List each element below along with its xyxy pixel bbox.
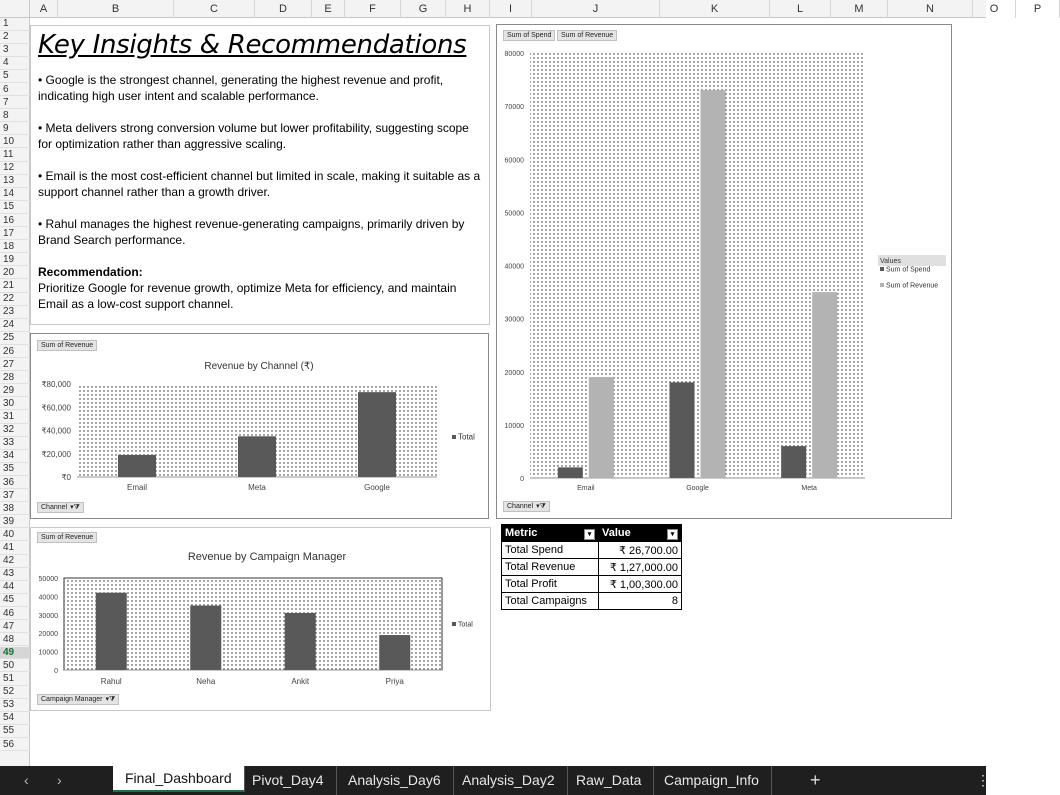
metric-header[interactable] (502, 525, 599, 542)
y-tick-label: 50000 (38, 576, 58, 583)
bar-ankit[interactable] (285, 613, 316, 670)
bar-email-sum-of-revenue[interactable] (589, 377, 614, 478)
row-header-56[interactable]: 56 (0, 739, 30, 752)
row-header-9[interactable]: 9 (0, 123, 30, 136)
row-header-45[interactable]: 45 (0, 594, 30, 607)
tab-analysis-day2[interactable]: Analysis_Day2 (450, 766, 568, 795)
y-tick-label: ₹60,000 (41, 403, 71, 413)
bar-google-sum-of-spend[interactable] (670, 382, 695, 478)
row-header-3[interactable]: 3 (0, 44, 30, 57)
row-header-55[interactable]: 55 (0, 725, 30, 738)
y-tick-label: 0 (54, 668, 58, 675)
table-row (502, 593, 682, 610)
y-tick-label: 0 (520, 476, 524, 483)
row-header-12[interactable]: 12 (0, 162, 30, 175)
row-header-22[interactable]: 22 (0, 293, 30, 306)
metric-cell[interactable]: Total Profit (502, 576, 599, 593)
select-all-corner[interactable] (0, 0, 30, 18)
campaign-manager-filter-label: Campaign Manager (41, 696, 103, 703)
filter-dropdown-icon: ▾⧩ (70, 504, 80, 511)
row-header-47[interactable]: 47 (0, 621, 30, 634)
row-header-46[interactable]: 46 (0, 608, 30, 621)
tab-campaign-info[interactable]: Campaign_Info (652, 766, 772, 795)
insights-title: Key Insights & Recommendations (38, 30, 467, 60)
y-tick-label: 50000 (504, 210, 524, 218)
row-header-48[interactable]: 48 (0, 634, 30, 647)
revenue-by-manager-chart[interactable] (30, 527, 491, 711)
tab-final-dashboard[interactable]: Final_Dashboard (113, 766, 245, 792)
row-header-11[interactable]: 11 (0, 149, 30, 162)
pivot-header-row (502, 525, 682, 542)
column-header-n[interactable]: N (888, 0, 973, 18)
spend-revenue-plot (497, 25, 951, 518)
row-header-33[interactable]: 33 (0, 437, 30, 450)
legend-swatch (452, 435, 456, 439)
bar-meta-sum-of-spend[interactable] (781, 446, 806, 478)
row-header-32[interactable]: 32 (0, 424, 30, 437)
row-header-53[interactable]: 53 (0, 699, 30, 712)
filter-dropdown-icon: ▾⧩ (536, 503, 546, 510)
legend-swatch (880, 283, 884, 287)
bar-priya[interactable] (379, 635, 410, 670)
row-header-13[interactable]: 13 (0, 175, 30, 188)
column-header-bar (0, 0, 1042, 18)
y-tick-label: 10000 (504, 422, 524, 430)
bar-neha[interactable] (190, 606, 221, 670)
row-header-37[interactable]: 37 (0, 490, 30, 503)
sum-of-spend-field-button[interactable]: Sum of Spend (503, 30, 555, 41)
y-tick-label: 70000 (504, 104, 524, 112)
row-header-42[interactable]: 42 (0, 555, 30, 568)
row-header-4[interactable]: 4 (0, 57, 30, 70)
value-cell[interactable]: 8 (599, 593, 682, 610)
row-header-8[interactable]: 8 (0, 110, 30, 123)
metric-cell[interactable]: Total Revenue (502, 559, 599, 576)
row-header-29[interactable]: 29 (0, 385, 30, 398)
column-header-l[interactable]: L (770, 0, 831, 18)
column-header-j[interactable]: J (532, 0, 660, 18)
y-tick-label: 80000 (504, 51, 524, 58)
sheet-tab-bar (0, 766, 990, 795)
chevron-left-icon[interactable]: ‹ (24, 772, 29, 788)
metric-cell[interactable]: Total Spend (502, 542, 599, 559)
x-tick-label: Rahul (100, 677, 122, 686)
value-header[interactable] (599, 525, 682, 542)
x-tick-label: Email (577, 485, 595, 492)
x-tick-label: Google (364, 483, 390, 492)
column-header-k[interactable]: K (660, 0, 770, 18)
recommendation-text: Prioritize Google for revenue growth, optimize Meta for efficiency, and maintain Email as a low-cost support channel. (38, 281, 457, 311)
row-header-34[interactable]: 34 (0, 450, 30, 463)
legend-title: Values (880, 258, 901, 265)
campaign-manager-filter-button[interactable] (37, 694, 119, 705)
y-tick-label: 10000 (38, 649, 58, 657)
y-tick-label: ₹80,000 (41, 380, 71, 389)
insight-bullet: • Meta delivers strong conversion volume but lower profitability, suggesting scope for optimization rather than aggressive scaling. (38, 121, 469, 151)
metric-header-label: Metric (505, 526, 538, 539)
row-header-39[interactable]: 39 (0, 516, 30, 529)
row-header-35[interactable]: 35 (0, 463, 30, 476)
bar-meta-sum-of-revenue[interactable] (812, 292, 837, 478)
bar-email-sum-of-spend[interactable] (558, 467, 583, 478)
row-header-44[interactable]: 44 (0, 581, 30, 594)
value-cell[interactable]: ₹ 1,27,000.00 (599, 559, 682, 576)
row-header-bar (0, 18, 30, 766)
channel-filter-button[interactable] (37, 502, 84, 513)
y-tick-label: 30000 (38, 612, 58, 620)
channel-filter-label: Channel (41, 504, 68, 511)
row-header-36[interactable]: 36 (0, 477, 30, 490)
insights-textbox[interactable] (30, 25, 490, 325)
row-header-23[interactable]: 23 (0, 306, 30, 319)
legend-swatch (880, 267, 884, 271)
row-header-43[interactable]: 43 (0, 568, 30, 581)
insight-bullet: • Rahul manages the highest revenue-generating campaigns, primarily driven by Brand Search performance. (38, 217, 465, 247)
row-header-15[interactable]: 15 (0, 201, 30, 214)
column-header-d[interactable]: D (255, 0, 312, 18)
value-header-label: Value (602, 526, 631, 539)
row-header-18[interactable]: 18 (0, 241, 30, 254)
row-header-28[interactable]: 28 (0, 372, 30, 385)
row-header-16[interactable]: 16 (0, 215, 30, 228)
row-header-10[interactable]: 10 (0, 136, 30, 149)
column-header-h[interactable]: H (446, 0, 490, 18)
x-tick-label: Meta (801, 485, 817, 492)
column-header-b[interactable]: B (58, 0, 174, 18)
row-header-40[interactable]: 40 (0, 529, 30, 542)
row-header-17[interactable]: 17 (0, 228, 30, 241)
y-tick-label: ₹0 (61, 473, 71, 482)
row-header-6[interactable]: 6 (0, 84, 30, 97)
more-options-icon[interactable]: ⋮ (976, 772, 990, 788)
row-header-52[interactable]: 52 (0, 686, 30, 699)
x-tick-label: Email (126, 483, 148, 492)
bar-email[interactable] (118, 455, 156, 477)
channel-filter-label: Channel (507, 503, 534, 510)
row-header-38[interactable]: 38 (0, 503, 30, 516)
summary-pivot-table (501, 524, 682, 610)
revenue-by-channel-chart[interactable] (30, 333, 489, 519)
chevron-right-icon[interactable]: › (57, 772, 62, 788)
sum-of-revenue-field-button[interactable]: Sum of Revenue (557, 30, 617, 41)
row-header-20[interactable]: 20 (0, 267, 30, 280)
x-tick-label: Meta (248, 483, 266, 492)
legend-entry: Sum of Revenue (886, 282, 939, 290)
column-header-m[interactable]: M (831, 0, 888, 18)
row-header-50[interactable]: 50 (0, 660, 30, 673)
recommendation-title: Recommendation: (38, 265, 143, 279)
row-header-5[interactable]: 5 (0, 70, 30, 83)
column-header-p[interactable]: P (1016, 0, 1060, 18)
tab-pivot-day4[interactable]: Pivot_Day4 (240, 766, 337, 795)
x-tick-label: Ankit (291, 677, 310, 686)
value-cell[interactable]: ₹ 1,00,300.00 (599, 576, 682, 593)
value-cell[interactable]: ₹ 26,700.00 (599, 542, 682, 559)
row-header-2[interactable]: 2 (0, 31, 30, 44)
insight-bullet: • Email is the most cost-efficient channel but limited in scale, making it suitable as a support channel rather than a growth driver. (38, 169, 481, 199)
row-header-31[interactable]: 31 (0, 411, 30, 424)
row-header-26[interactable]: 26 (0, 346, 30, 359)
row-header-21[interactable]: 21 (0, 280, 30, 293)
tab-analysis-day6[interactable]: Analysis_Day6 (336, 766, 454, 795)
filter-dropdown-icon[interactable]: ▾ (667, 529, 678, 540)
row-header-14[interactable]: 14 (0, 188, 30, 201)
legend-swatch (452, 622, 456, 626)
row-header-27[interactable]: 27 (0, 359, 30, 372)
channel-filter-button[interactable] (503, 501, 550, 512)
bar-google[interactable] (358, 392, 396, 477)
y-tick-label: ₹40,000 (41, 426, 71, 436)
metric-cell[interactable]: Total Campaigns (502, 593, 599, 610)
column-header-c[interactable]: C (174, 0, 255, 18)
column-header-e[interactable]: E (312, 0, 345, 18)
y-tick-label: 20000 (38, 631, 58, 639)
x-tick-label: Google (686, 485, 709, 492)
y-tick-label: 40000 (504, 263, 524, 271)
row-header-24[interactable]: 24 (0, 319, 30, 332)
manager-chart-plot (31, 528, 490, 710)
row-header-7[interactable]: 7 (0, 97, 30, 110)
legend-entry: Total (458, 432, 475, 442)
bar-google-sum-of-revenue[interactable] (701, 90, 726, 478)
x-tick-label: Neha (196, 677, 216, 686)
row-header-54[interactable]: 54 (0, 712, 30, 725)
row-header-25[interactable]: 25 (0, 332, 30, 345)
filter-dropdown-icon[interactable]: ▾ (584, 529, 595, 540)
bar-meta[interactable] (238, 436, 276, 477)
add-sheet-button[interactable]: + (810, 770, 821, 790)
y-tick-label: 30000 (504, 316, 524, 324)
row-header-41[interactable]: 41 (0, 542, 30, 555)
chart-title: Revenue by Channel (₹) (204, 361, 314, 372)
column-header-o[interactable]: O (973, 0, 1016, 18)
row-header-1[interactable]: 1 (0, 18, 30, 31)
legend-entry: Sum of Spend (886, 266, 931, 274)
column-header-g[interactable]: G (401, 0, 446, 18)
chart-title: Revenue by Campaign Manager (187, 551, 347, 563)
spend-revenue-chart[interactable] (496, 24, 952, 519)
column-header-i[interactable]: I (490, 0, 532, 18)
row-header-51[interactable]: 51 (0, 673, 30, 686)
y-tick-label: ₹20,000 (41, 449, 71, 459)
y-tick-label: 60000 (504, 157, 524, 165)
x-tick-label: Priya (385, 677, 404, 686)
legend-entry: Total (458, 621, 473, 629)
tab-raw-data[interactable]: Raw_Data (564, 766, 654, 795)
filter-dropdown-icon: ▾⧩ (105, 696, 116, 703)
row-header-19[interactable]: 19 (0, 254, 30, 267)
column-header-a[interactable]: A (30, 0, 58, 18)
table-row (502, 576, 682, 593)
insight-bullet: • Google is the strongest channel, generating the highest revenue and profit, indicating high user intent and scalable performance. (38, 73, 444, 103)
bar-rahul[interactable] (96, 593, 127, 670)
row-header-49[interactable]: 49 (0, 647, 30, 660)
row-header-30[interactable]: 30 (0, 398, 30, 411)
y-tick-label: 20000 (504, 369, 524, 377)
sum-of-revenue-field-button[interactable]: Sum of Revenue (37, 340, 97, 351)
table-row (502, 559, 682, 576)
table-row (502, 542, 682, 559)
column-header-f[interactable]: F (345, 0, 401, 18)
channel-chart-plot (31, 334, 488, 518)
y-tick-label: 40000 (38, 594, 58, 602)
sum-of-revenue-field-button[interactable]: Sum of Revenue (37, 532, 97, 543)
